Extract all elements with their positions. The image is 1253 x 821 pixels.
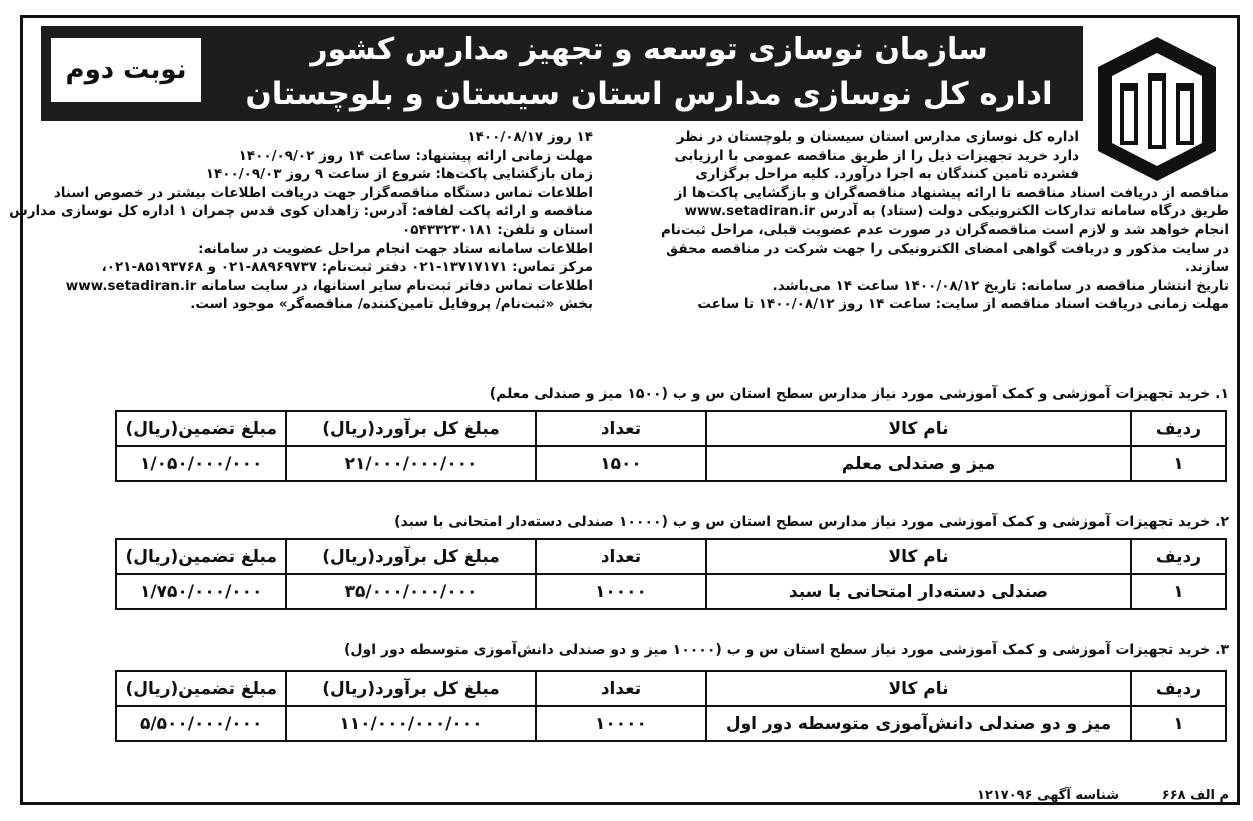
section-title: ۲. خرید تجهیزات آموزشی و کمک آموزشی مورد نیاز مدارس سطح استان س و ب (۱۰۰۰۰ صندلی دسته‌دار امتحانی با سبد) xyxy=(394,514,1229,530)
table-header-row xyxy=(116,539,1226,574)
item-quantity: ۱۰۰۰۰ xyxy=(536,706,706,741)
header-deposit: مبلغ تضمین(ریال) xyxy=(116,539,286,574)
item-deposit: ۱/۰۵۰/۰۰۰/۰۰۰ xyxy=(116,446,286,481)
item-name: میز و دو صندلی دانش‌آموزی متوسطه دور اول xyxy=(706,706,1131,741)
intro-line: مناقصه و ارائه پاکت لفافه: آدرس: زاهدان کوی قدس چمران ۱ اداره کل نوسازی مدارس xyxy=(9,203,593,220)
item-deposit: ۱/۷۵۰/۰۰۰/۰۰۰ xyxy=(116,574,286,609)
item-total-estimate: ۲۱/۰۰۰/۰۰۰/۰۰۰ xyxy=(286,446,536,481)
items-table xyxy=(115,670,1227,742)
intro-line: اطلاعات تماس دستگاه مناقصه‌گزار جهت دریافت اطلاعات بیشتر در خصوص اسناد xyxy=(53,184,593,201)
table-row xyxy=(116,706,1226,741)
intro-line: تاریخ انتشار مناقصه در سامانه: تاریخ ۱۴۰۰/۰۸/۱۲ ساعت ۱۴ می‌باشد. xyxy=(772,277,1229,294)
intro-left-column xyxy=(9,128,593,314)
row-number: ۱ xyxy=(1131,574,1226,609)
intro-line: دارد خرید تجهیزات ذیل را از طریق مناقصه عمومی با ارزیابی xyxy=(674,147,1079,164)
intro-line: استان و تلفن: ۰۵۴۳۳۲۳۰۱۸۱ xyxy=(402,221,593,238)
intro-line: اطلاعات سامانه ستاد جهت انجام مراحل عضویت در سامانه: xyxy=(198,240,593,257)
intro-line: مناقصه از دریافت اسناد مناقصه تا ارائه پیشنهاد مناقصه‌گران و بازگشایی پاکت‌ها از xyxy=(674,184,1229,201)
intro-line: اطلاعات تماس دفاتر ثبت‌نام سایر استانها، در سایت سامانه www.setadiran.ir xyxy=(65,277,593,294)
intro-line: مرکز تماس: ۱۳۷۱۷۱۷۱-۰۲۱ دفتر ثبت‌نام: ۸۸۹۶۹۷۳۷-۰۲۱ و ۸۵۱۹۳۷۶۸-۰۲۱، xyxy=(101,259,593,276)
section-title: ۱. خرید تجهیزات آموزشی و کمک آموزشی مورد نیاز مدارس سطح استان س و ب (۱۵۰۰ میز و صندلی معلم) xyxy=(489,386,1229,402)
header-quantity: تعداد xyxy=(536,671,706,706)
item-deposit: ۵/۵۰۰/۰۰۰/۰۰۰ xyxy=(116,706,286,741)
intro-line: انجام خواهد شد و لازم است مناقصه‌گران در صورت عدم عضویت قبلی، مراحل ثبت‌نام xyxy=(660,221,1229,238)
intro-line: فشرده تامین کنندگان به اجرا درآورد. کلیه مراحل برگزاری xyxy=(695,166,1079,183)
intro-line: طریق درگاه سامانه تدارکات الکترونیکی دولت (ستاد) به آدرس www.setadiran.ir xyxy=(684,203,1229,220)
intro-line: زمان بازگشایی پاکت‌ها: شروع از ساعت ۹ روز ۱۴۰۰/۰۹/۰۳ xyxy=(205,166,593,183)
item-name: میز و صندلی معلم xyxy=(706,446,1131,481)
table-row xyxy=(116,574,1226,609)
intro-line: در سایت مذکور و دریافت گواهی امضای الکترونیکی را جهت شرکت در مناقصه محقق xyxy=(666,240,1229,257)
intro-line: سازند. xyxy=(1184,259,1229,276)
row-number: ۱ xyxy=(1131,706,1226,741)
ad-identifier: شناسه آگهی ۱۲۱۷۰۹۶ xyxy=(977,788,1119,803)
items-table xyxy=(115,538,1227,610)
intro-right-column xyxy=(660,128,1229,314)
header-item-name: نام کالا xyxy=(706,671,1131,706)
header-row-number: ردیف xyxy=(1131,539,1226,574)
item-name: صندلی دسته‌دار امتحانی با سبد xyxy=(706,574,1131,609)
publication-code: م الف ۶۶۸ xyxy=(1161,788,1229,803)
item-quantity: ۱۵۰۰ xyxy=(536,446,706,481)
intro-line: اداره کل نوسازی مدارس استان سیستان و بلوچستان در نظر xyxy=(676,129,1079,145)
intro-line: مهلت زمانی دریافت اسناد مناقصه از سایت: ساعت ۱۴ روز ۱۴۰۰/۰۸/۱۲ تا ساعت xyxy=(697,296,1229,313)
department-title: اداره کل نوسازی مدارس استان سیستان و بلوچستان xyxy=(245,76,1053,112)
section-title: ۳. خرید تجهیزات آموزشی و کمک آموزشی مورد نیاز سطح استان س و ب (۱۰۰۰۰ میز و دو صندلی دانش‌آموزی متوسطه دور اول) xyxy=(344,642,1229,658)
table-row xyxy=(116,446,1226,481)
header-row-number: ردیف xyxy=(1131,671,1226,706)
header-banner xyxy=(41,26,1227,121)
organization-title: سازمان نوسازی توسعه و تجهیز مدارس کشور xyxy=(310,32,988,67)
header-total-estimate: مبلغ کل برآورد(ریال) xyxy=(286,539,536,574)
advertisement-frame xyxy=(9,15,1240,805)
row-number: ۱ xyxy=(1131,446,1226,481)
item-total-estimate: ۱۱۰/۰۰۰/۰۰۰/۰۰۰ xyxy=(286,706,536,741)
item-quantity: ۱۰۰۰۰ xyxy=(536,574,706,609)
intro-line: مهلت زمانی ارائه پیشنهاد: ساعت ۱۴ روز ۱۴۰۰/۰۹/۰۲ xyxy=(238,147,593,164)
round-badge: نوبت دوم xyxy=(51,38,201,102)
table-header-row xyxy=(116,671,1226,706)
item-total-estimate: ۳۵/۰۰۰/۰۰۰/۰۰۰ xyxy=(286,574,536,609)
header-total-estimate: مبلغ کل برآورد(ریال) xyxy=(286,411,536,446)
intro-line: بخش «ثبت‌نام/ پروفایل تامین‌کننده/ مناقصه‌گر» موجود است. xyxy=(190,296,593,313)
intro-line: ۱۴ روز ۱۴۰۰/۰۸/۱۷ xyxy=(467,129,593,145)
items-table xyxy=(115,410,1227,482)
header-deposit: مبلغ تضمین(ریال) xyxy=(116,671,286,706)
header-deposit: مبلغ تضمین(ریال) xyxy=(116,411,286,446)
header-quantity: تعداد xyxy=(536,411,706,446)
header-item-name: نام کالا xyxy=(706,411,1131,446)
header-item-name: نام کالا xyxy=(706,539,1131,574)
header-total-estimate: مبلغ کل برآورد(ریال) xyxy=(286,671,536,706)
header-quantity: تعداد xyxy=(536,539,706,574)
header-row-number: ردیف xyxy=(1131,411,1226,446)
table-header-row xyxy=(116,411,1226,446)
